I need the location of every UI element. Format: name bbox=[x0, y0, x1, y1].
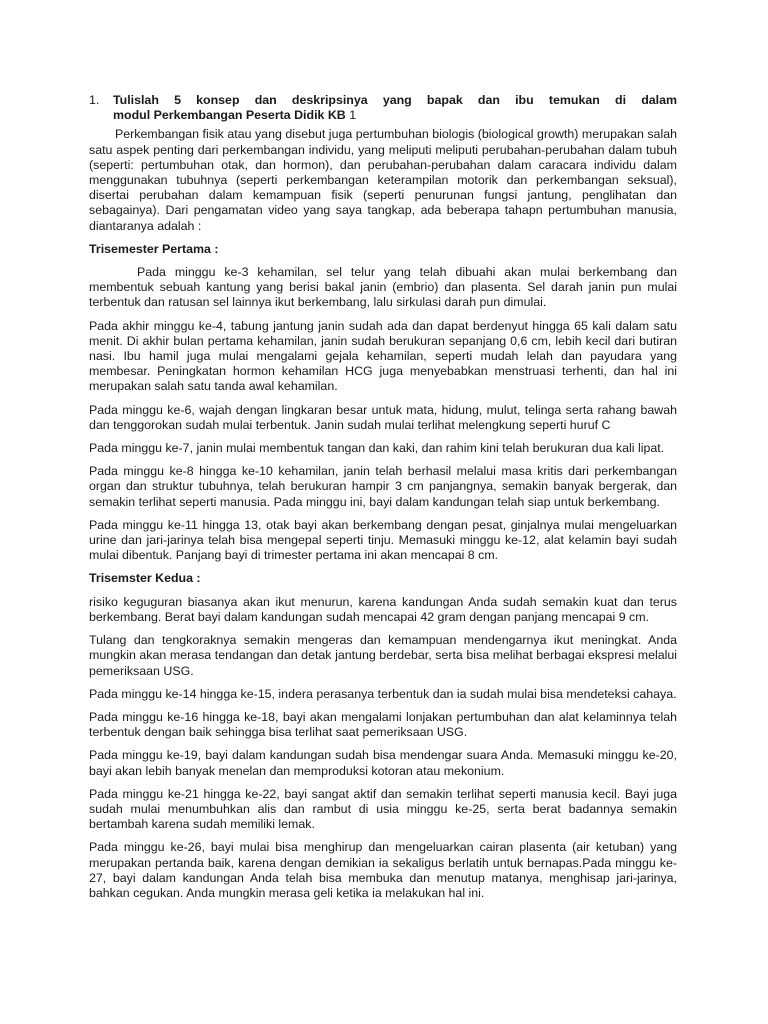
question-suffix: 1 bbox=[345, 108, 357, 123]
question-number: 1. bbox=[89, 93, 100, 107]
paragraph: Pada minggu ke-7, janin mulai membentuk tangan dan kaki, dan rahim kini telah berukuran dua kali lipat. bbox=[89, 441, 665, 456]
question-line-1: Tulislah 5 konsep dan deskripsinya yang bapak dan ibu temukan di dalam bbox=[113, 93, 677, 107]
paragraph: Pada minggu ke-21 hingga ke-22, bayi sangat aktif dan semakin terlihat seperti manusia kecil. Bayi juga sudah mulai menumbuhkan alis dan rambut di usia minggu ke-25, serta berat badannya semakin bertambah karena sudah memiliki lemak. bbox=[89, 786, 677, 832]
paragraph: Pada minggu ke-8 hingga ke-10 kehamilan, janin telah berhasil melalui masa kritis dari perkembangan organ dan struktur tubuhnya, telah berukuran hampir 3 cm panjangnya, semakin banyak bergerak, dan semakin terlihat seperti manusia. Pada minggu ini, bayi dalam kandungan telah siap untuk berkembang. bbox=[89, 464, 677, 509]
question-line-2: modul Perkembangan Peserta Didik KB bbox=[113, 108, 346, 123]
paragraph: Pada minggu ke-19, bayi dalam kandungan sudah bisa mendengar suara Anda. Memasuki minggu ke-20, bayi akan lebih banyak menelan dan memproduksi kotoran atau mekonium. bbox=[89, 748, 677, 778]
paragraph: Tulang dan tengkoraknya semakin mengeras dan kemampuan mendengarnya ikut meningkat. Anda mungkin akan merasa tendangan dan detak jantung berdebar, serta bisa melihat berbagai ekspresi melalui pemeriksaan USG. bbox=[89, 633, 677, 678]
paragraph: Pada minggu ke-16 hingga ke-18, bayi akan mengalami lonjakan pertumbuhan dan alat kelaminnya telah terbentuk dengan baik sehingga bisa terlihat saat pemeriksaan USG. bbox=[89, 709, 677, 740]
section-heading-trimester-1: Trisemester Pertama : bbox=[89, 241, 219, 256]
document-page bbox=[89, 93, 677, 909]
paragraph: Pada minggu ke-26, bayi mulai bisa menghirup dan mengeluarkan cairan plasenta (air ketuban) yang merupakan pertanda baik, karena dengan demikian ia sekaligus berlatih untuk bernapas.Pada minggu ke-27, bayi dalam kandungan Anda telah bisa membuka dan menutup matanya, menghisap jari-jarinya, bahkan cegukan. Anda mungkin merasa geli ketika ia melakukan hal ini. bbox=[89, 840, 677, 900]
paragraph: Pada minggu ke-6, wajah dengan lingkaran besar untuk mata, hidung, mulut, telinga serta rahang bawah dan tenggorokan sudah mulai terbentuk. Janin sudah mulai terlihat melengkung seperti huruf C bbox=[89, 402, 677, 432]
section-heading-trimester-2: Trisemster Kedua : bbox=[89, 571, 201, 586]
paragraph: risiko keguguran biasanya akan ikut menurun, karena kandungan Anda sudah semakin kuat dan terus berkembang. Berat bayi dalam kandungan sudah mencapai 42 gram dengan panjang mencapai 9 cm. bbox=[89, 594, 677, 624]
question-heading bbox=[89, 93, 677, 123]
paragraph: Pada minggu ke-3 kehamilan, sel telur yang telah dibuahi akan mulai berkembang dan membentuk sebuah kantung yang berisi bakal janin (embrio) dan plasenta. Sel darah janin pun mulai terbentuk dan ratusan sel lainnya ikut berkembang, lalu sirkulasi darah pun dimulai. bbox=[89, 265, 677, 310]
paragraph: Pada minggu ke-11 hingga 13, otak bayi akan berkembang dengan pesat, ginjalnya mulai mengeluarkan urine dan jari-jarinya telah bisa mengepal seperti tinju. Memasuki minggu ke-12, alat kelamin bayi sudah mulai dibentuk. Panjang bayi di trimester pertama ini akan mencapai 8 cm. bbox=[89, 517, 677, 563]
paragraph: Pada minggu ke-14 hingga ke-15, indera perasanya terbentuk dan ia sudah mulai bisa mendeteksi cahaya. bbox=[89, 686, 677, 701]
paragraph: Pada akhir minggu ke-4, tabung jantung janin sudah ada dan dapat berdenyut hingga 65 kali dalam satu menit. Di akhir bulan pertama kehamilan, janin sudah berukuran sepanjang 0,6 cm, lebih kecil dari butiran nasi. Ibu hamil juga mulai mengalami gejala kehamilan, seperti mudah lelah dan payudara yang membesar. Peningkatan hormon kehamilan HCG juga menyebabkan menstruasi terhenti, dan hal ini merupakan salah satu tanda awal kehamilan. bbox=[89, 318, 677, 394]
intro-paragraph: Perkembangan fisik atau yang disebut juga pertumbuhan biologis (biological growth) merupakan salah satu aspek penting dari perkembangan individu, yang meliputi meliputi perubahan-perubahan dalam tubuh (seperti: pertumbuhan otak, dan hormon), dan perubahan-perubahan dalam caracara individu dalam menggunakan tubuhnya (seperti perkembangan keterampilan motorik dan perkembangan seksual), disertai perubahan dalam kemampuan fisik (seperti penurunan fungsi jantung, penglihatan dan sebagainya). Dari pengamatan video yang saya tangkap, ada beberapa tahapn pertumbuhan manusia, diantaranya adalah : bbox=[89, 127, 677, 233]
question-text bbox=[113, 93, 677, 123]
